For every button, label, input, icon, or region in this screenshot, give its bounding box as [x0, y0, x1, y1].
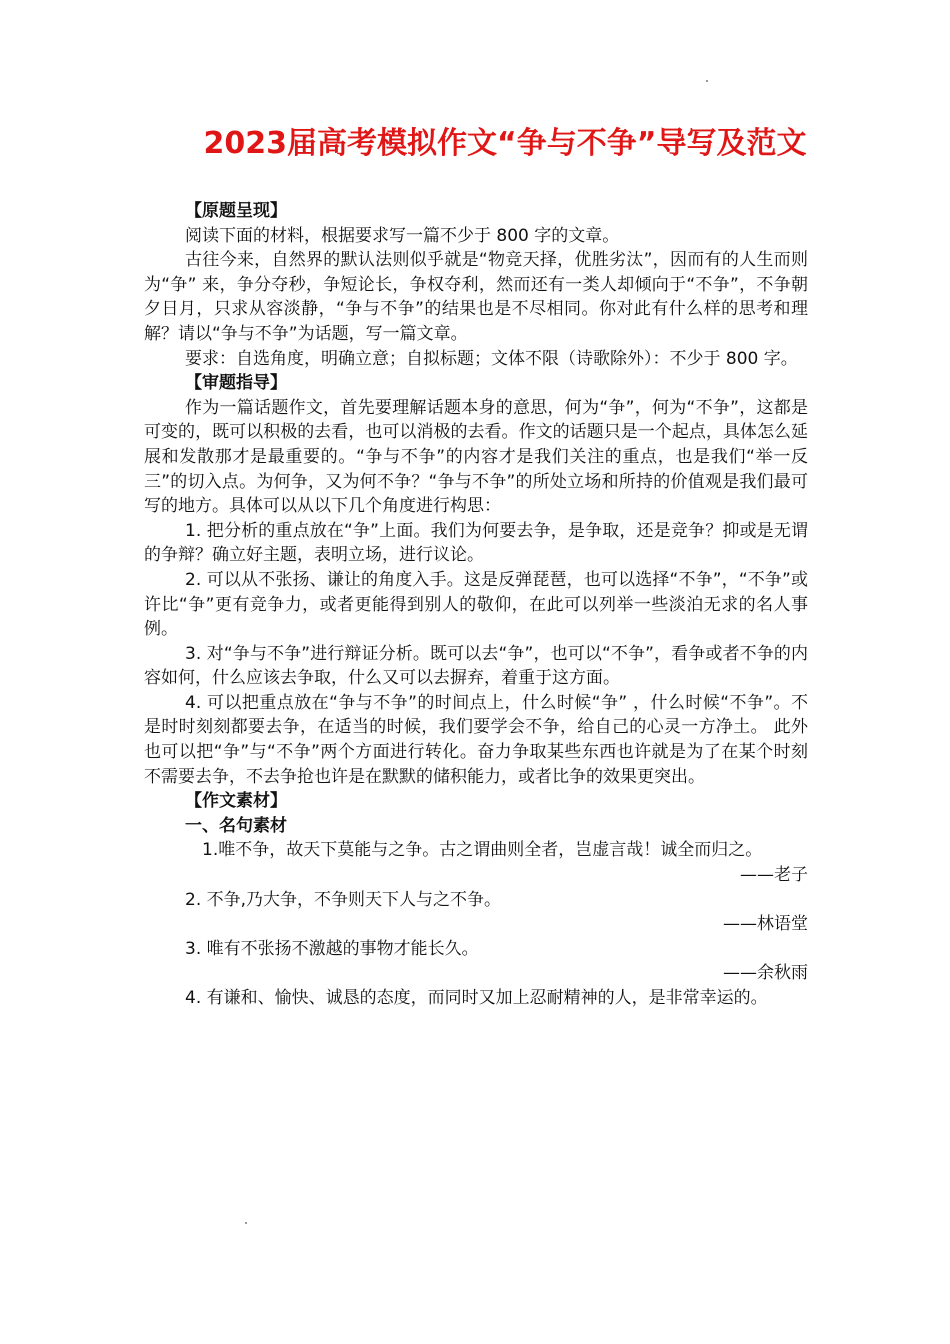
quote-attribution: ——余秋雨	[723, 963, 808, 984]
scan-dot	[245, 1222, 247, 1224]
paragraph: 古往今来，自然界的默认法则似乎就是“物竞天择，优胜劣汰”，因而有的人生而则为“争” 来，争分夺秒，争短论长，争权夺利，然而还有一类人却倾向于“不争”，不争朝夕日月，只求从容淡静，“争与不争”的结果也是不尽相同。你对此有什么样的思考和理解？请以“争与不争”为话题，写一篇文章。	[144, 250, 808, 344]
quote-2: 2. 不争,乃大争，不争则天下人与之不争。	[185, 889, 502, 910]
list-item: 1. 把分析的重点放在“争”上面。我们为何要去争，是争取，还是竞争？抑或是无谓的争辩？确立好主题，表明立场，进行议论。	[144, 520, 808, 566]
paragraph: 作为一篇话题作文，首先要理解话题本身的意思，何为“争”，何为“不争”，这都是可变的，既可以积极的去看，也可以消极的去看。作文的话题只是一个起点，具体怎么延展和发散那才是最重要的。“争与不争”的内容才是我们关注的重点，也是我们“举一反三”的切入点。为何争，又为何不争？“争与不争”的所处立场和所持的价值观是我们最可写的地方。具体可以从以下几个角度进行构思：	[144, 397, 808, 517]
scan-dot	[706, 80, 708, 82]
quote-3: 3. 唯有不张扬不激越的事物才能长久。	[185, 938, 479, 959]
paragraph: 阅读下面的材料，根据要求写一篇不少于 800 字的文章。	[185, 225, 620, 246]
document-title: 2023届高考模拟作文“争与不争”导写及范文	[203, 126, 807, 161]
section-heading-original: 【原题呈现】	[185, 201, 287, 221]
list-item: 3. 对“争与不争”进行辩证分析。既可以去“争”，也可以“不争”，看争或者不争的内容如何，什么应该去争取，什么又可以去摒弃，着重于这方面。	[144, 643, 808, 689]
subheading: 一、名句素材	[185, 815, 287, 836]
paragraph: 要求：自选角度，明确立意；自拟标题；文体不限（诗歌除外）：不少于 800 字。	[185, 348, 798, 369]
section-heading-material: 【作文素材】	[185, 791, 287, 812]
document-body	[144, 199, 808, 1011]
quote-1: 1.唯不争，故天下莫能与之争。古之谓曲则全者，岂虚言哉！诚全而归之。	[202, 840, 763, 861]
quote-attribution: ——林语堂	[723, 914, 808, 935]
quote-4: 4. 有谦和、愉快、诚恳的态度，而同时又加上忍耐精神的人，是非常幸运的。	[185, 988, 768, 1008]
list-item: 4. 可以把重点放在“争与不争”的时间点上，什么时候“争” ，什么时候“不争”。不是时时刻刻都要去争，在适当的时候，我们要学会不争，给自己的心灵一方净土。 此外也可以把“争”与“不争”两个方面进行转化。奋力争取某些东西也许就是为了在某个时刻不需要去争，不去争抢也许是在默默的储积能力，或者比争的效果更突出。	[144, 692, 808, 787]
quote-attribution: ——老子	[740, 865, 808, 886]
list-item: 2. 可以从不张扬、谦让的角度入手。这是反弹琵琶，也可以选择“不争”，“不争”或许比“争”更有竞争力，或者更能得到别人的敬仰，在此可以列举一些淡泊无求的名人事例。	[144, 569, 808, 640]
section-heading-guide: 【审题指导】	[185, 373, 287, 394]
